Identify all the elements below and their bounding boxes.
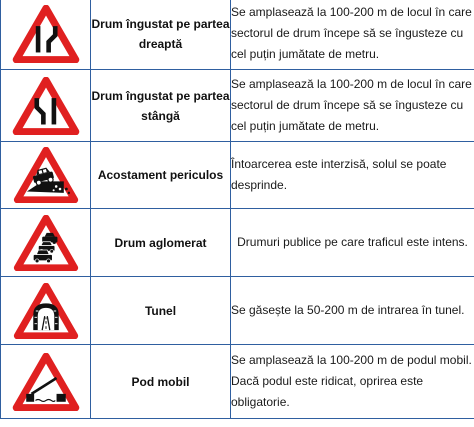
sign-cell xyxy=(1,277,91,345)
table-row xyxy=(1,0,474,70)
sign-name: Drum îngustat pe partea stângă xyxy=(91,70,231,142)
table-row xyxy=(1,209,474,277)
sign-cell xyxy=(1,345,91,419)
sign-description: Drumuri publice pe care traficul este intens. xyxy=(231,209,474,277)
table-row xyxy=(1,345,474,419)
sign-cell xyxy=(1,70,91,142)
movable-bridge-icon xyxy=(12,353,80,411)
sign-description: Se amplasează la 100-200 m de locul în care sectorul de drum începe să se îngusteze cu cel puțin jumătate de metru. xyxy=(231,0,474,70)
sign-description: Se amplasează la 100-200 m de locul în care sectorul de drum începe să se îngusteze cu cel puțin jumătate de metru. xyxy=(231,70,474,142)
road-narrows-right-icon xyxy=(12,5,80,63)
road-narrows-left-icon xyxy=(12,77,80,135)
sign-name: Drum îngustat pe partea dreaptă xyxy=(91,0,231,70)
table-row xyxy=(1,142,474,209)
traffic-congestion-icon xyxy=(13,215,79,271)
sign-cell xyxy=(1,142,91,209)
tunnel-icon xyxy=(13,283,79,339)
dangerous-shoulder-icon xyxy=(13,147,79,203)
sign-name: Tunel xyxy=(91,277,231,345)
table-row xyxy=(1,277,474,345)
table-row xyxy=(1,70,474,142)
sign-cell xyxy=(1,0,91,70)
sign-cell xyxy=(1,209,91,277)
sign-name: Drum aglomerat xyxy=(91,209,231,277)
sign-name: Acostament periculos xyxy=(91,142,231,209)
sign-name: Pod mobil xyxy=(91,345,231,419)
sign-description: Se amplasează la 100-200 m de podul mobil. Dacă podul este ridicat, oprirea este obligatorie. xyxy=(231,345,474,419)
sign-description: Se găsește la 50-200 m de intrarea în tunel. xyxy=(231,277,474,345)
sign-description: Întoarcerea este interzisă, solul se poate desprinde. xyxy=(231,142,474,209)
